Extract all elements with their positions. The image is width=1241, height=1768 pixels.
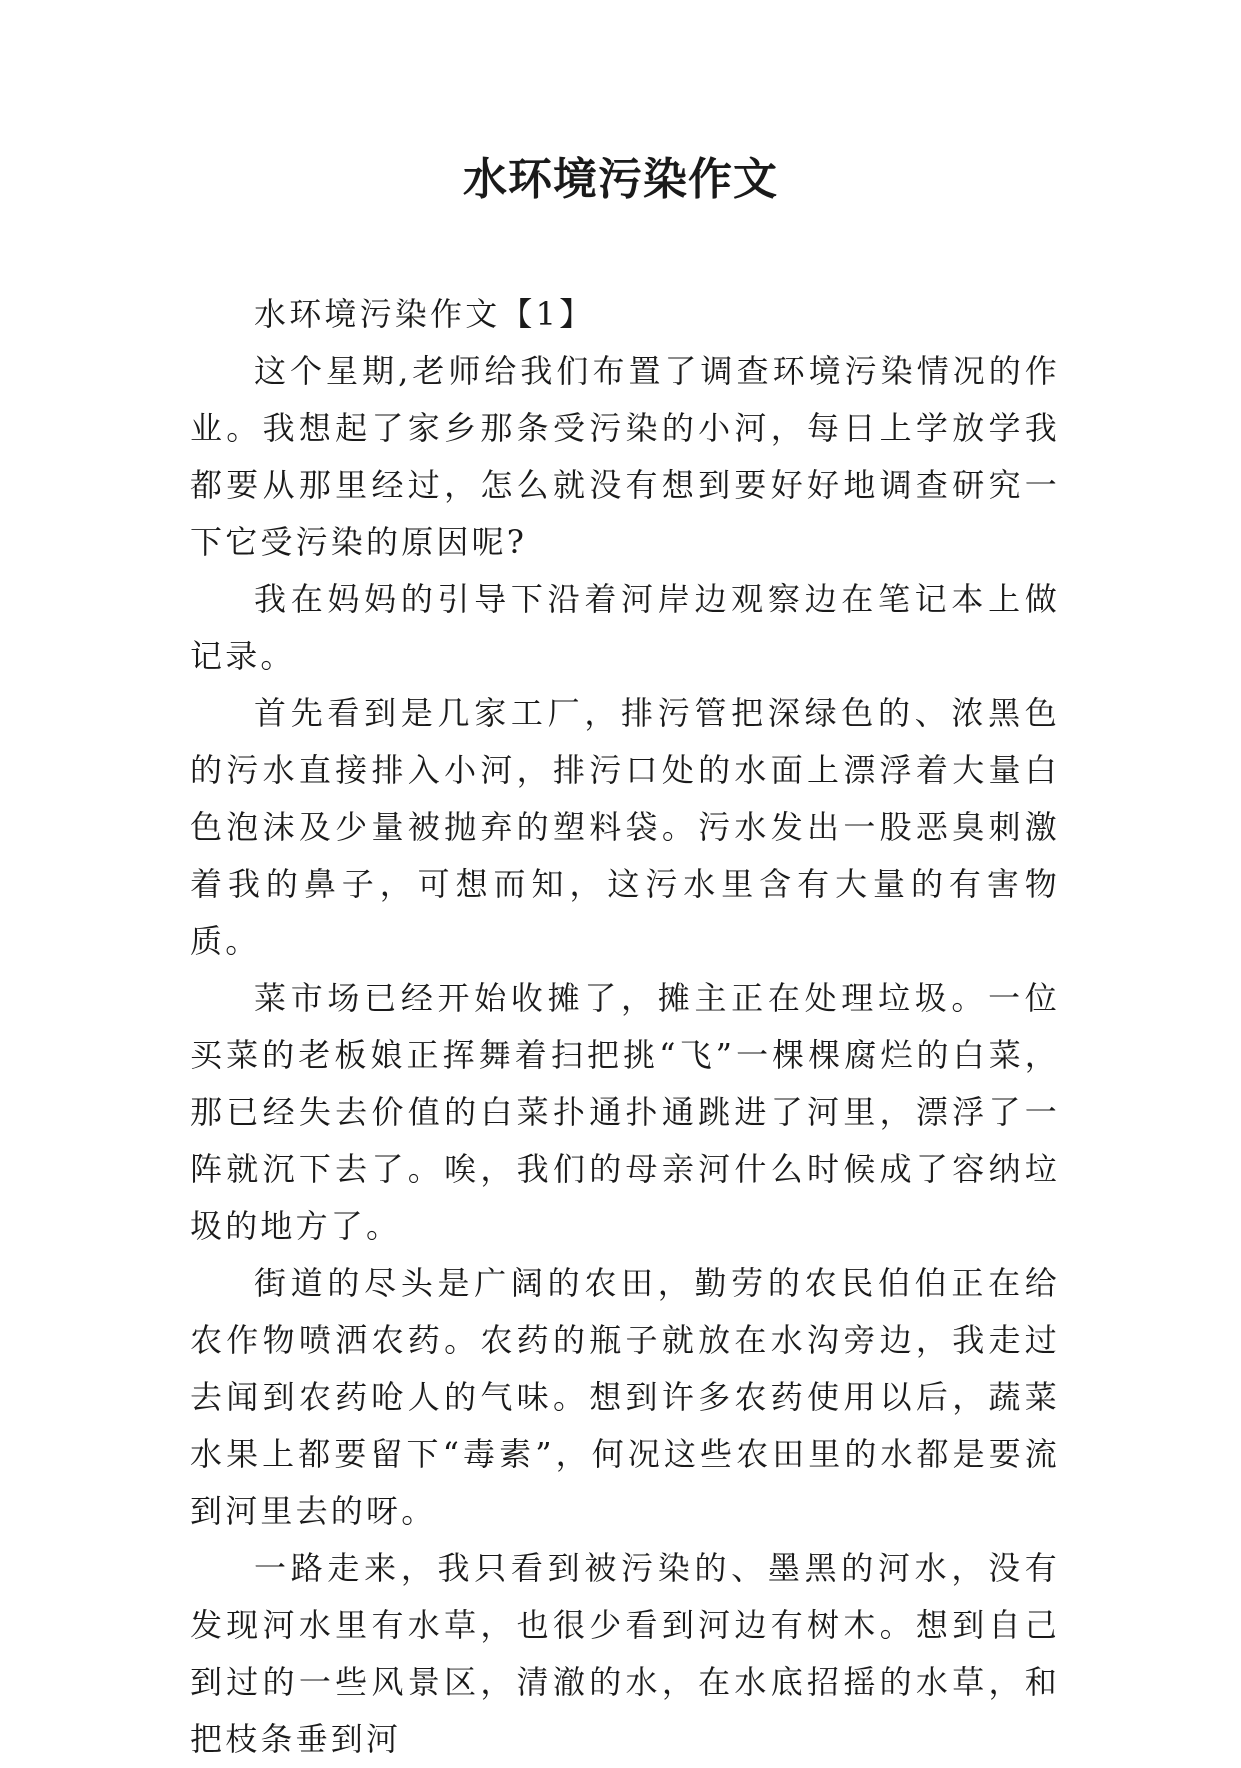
paragraph: 一路走来，我只看到被污染的、墨黑的河水，没有发现河水里有水草，也很少看到河边有树木。想到自己到过的一些风景区，清澈的水，在水底招摇的水草，和把枝条垂到河 (190, 1549, 1060, 1758)
paragraph: 首先看到是几家工厂，排污管把深绿色的、浓黑色的污水直接排入小河，排污口处的水面上漂浮着大量白色泡沫及少量被抛弃的塑料袋。污水发出一股恶臭刺激着我的鼻子，可想而知，这污水里含有大量的有害物质。 (190, 694, 1060, 960)
section-heading: 水环境污染作文【1】 (254, 295, 595, 333)
document-body (190, 286, 1060, 1768)
paragraph: 这个星期,老师给我们布置了调查环境污染情况的作业。我想起了家乡那条受污染的小河，每日上学放学我都要从那里经过，怎么就没有想到要好好地调查研究一下它受污染的原因呢? (190, 352, 1060, 561)
document-title: 水环境污染作文 (463, 154, 778, 205)
paragraph: 街道的尽头是广阔的农田，勤劳的农民伯伯正在给农作物喷洒农药。农药的瓶子就放在水沟旁边，我走过去闻到农药呛人的气味。想到许多农药使用以后，蔬菜水果上都要留下“毒素”，何况这些农田里的水都是要流到河里去的呀。 (190, 1264, 1060, 1530)
paragraph: 菜市场已经开始收摊了，摊主正在处理垃圾。一位买菜的老板娘正挥舞着扫把挑“飞”一棵棵腐烂的白菜，那已经失去价值的白菜扑通扑通跳进了河里，漂浮了一阵就沉下去了。唉，我们的母亲河什么时候成了容纳垃圾的地方了。 (190, 979, 1060, 1245)
paragraph: 我在妈妈的引导下沿着河岸边观察边在笔记本上做记录。 (190, 580, 1060, 675)
